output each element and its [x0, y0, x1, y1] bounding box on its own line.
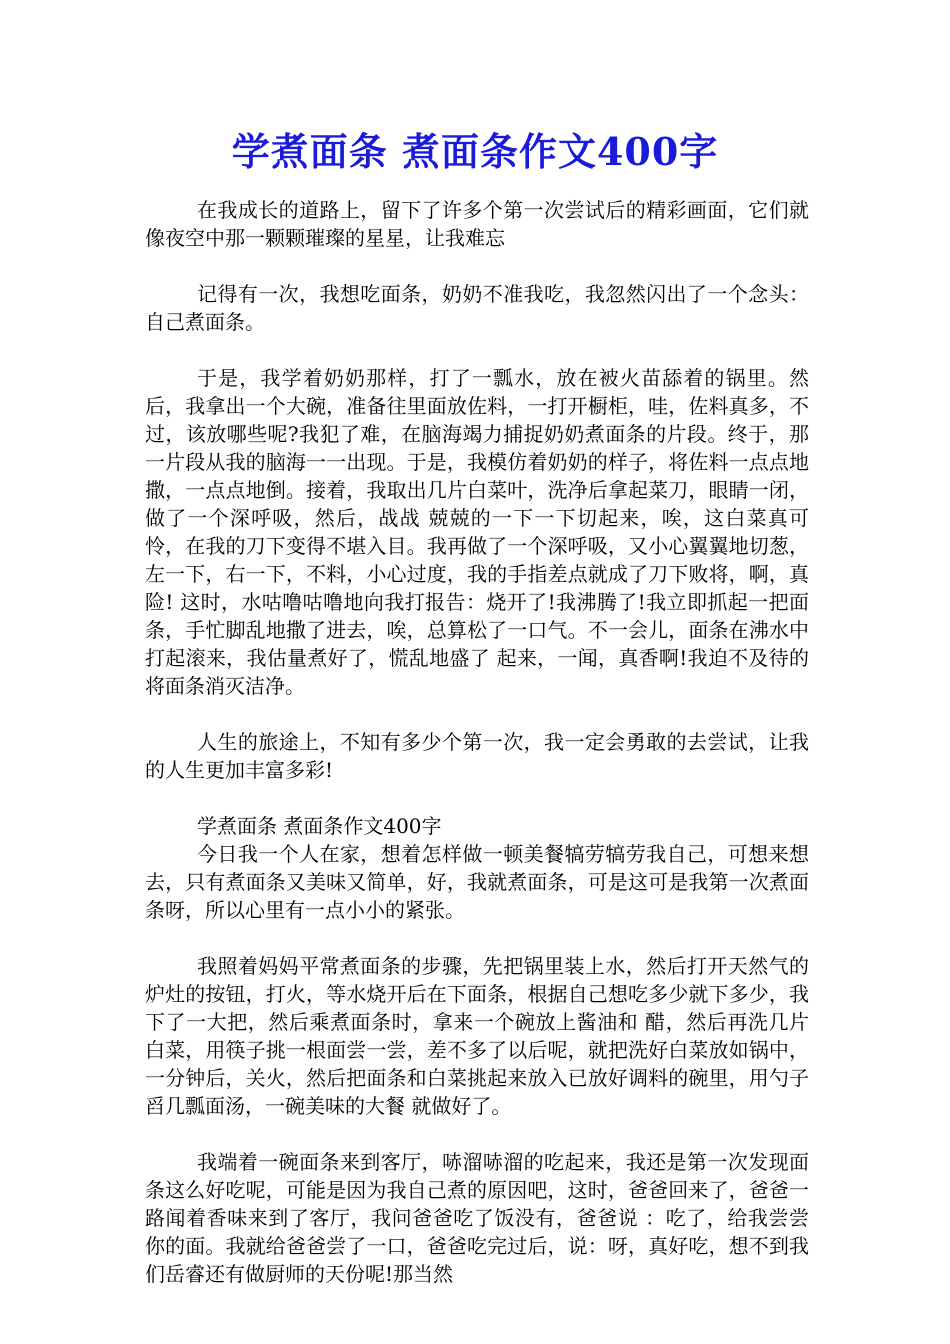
paragraph-idea: 记得有一次，我想吃面条，奶奶不准我吃，我忽然闪出了一个念头：自己煮面条。 — [145, 282, 809, 334]
paragraph-conclusion: 人生的旅途上，不知有多少个第一次，我一定会勇敢的去尝试，让我的人生更加丰富多彩! — [145, 730, 809, 782]
paragraph-cooking: 于是，我学着奶奶那样，打了一瓢水，放在被火苗舔着的锅里。然后，我拿出一个大碗，准备往里面放佐料，一打开橱柜，哇，佐料真多，不过，该放哪些呢?我犯了难，在脑海竭力捕捉奶奶煮面条的片段。终于，那一片段从我的脑海一一出现。于是，我模仿着奶奶的样子，将佐料一点点地撒，一点点地倒。接着，我取出几片白菜叶，洗净后拿起菜刀，眼睛一闭，做了一个深呼吸，然后，战战 兢兢的一下一下切起来，唉，这白菜真可怜，在我的刀下变得不堪入目。我再做了一个深呼吸，又小心翼翼地切葱，左一下，右一下，不料，小心过度，我的手指差点就成了刀下败将，啊，真险! 这时，水咕噜咕噜地向我打报告：烧开了!我沸腾了!我立即抓起一把面条，手忙脚乱地撒了进去，唉，总算松了一口气。不一会儿，面条在沸水中打起滚来，我估量煮好了，慌乱地盛了 起来，一闻，真香啊!我迫不及待的将面条消灭洁净。 — [145, 366, 809, 698]
paragraph-steps: 我照着妈妈平常煮面条的步骤，先把锅里装上水，然后打开天然气的炉灶的按钮，打火，等水烧开后在下面条，根据自己想吃多少就下多少，我下了一大把，然后乘煮面条时，拿来一个碗放上酱油和 醋，然后再洗几片白菜，用筷子挑一根面尝一尝，差不多了以后呢，就把洗好白菜放如锅中，一分钟后，关火，然后把面条和白菜挑起来放入已放好调料的碗里，用勺子舀几瓢面汤，一碗美味的大餐 就做好了。 — [145, 954, 809, 1118]
paragraph-intro: 在我成长的道路上，留下了许多个第一次尝试后的精彩画面，它们就像夜空中那一颗颗璀璨的星星，让我难忘 — [145, 198, 809, 250]
document-title: 学煮面条 煮面条作文400字 — [231, 129, 719, 174]
paragraph-alone-at-home: 今日我一个人在家，想着怎样做一顿美餐犒劳犒劳我自己，可想来想去，只有煮面条又美味又简单，好，我就煮面条，可是这可是我第一次煮面条呀，所以心里有一点小小的紧张。 — [145, 842, 809, 922]
paragraph-eating: 我端着一碗面条来到客厅，哧溜哧溜的吃起来，我还是第一次发现面条这么好吃呢，可能是因为我自己煮的原因吧，这时，爸爸回来了，爸爸一路闻着香味来到了客厅，我问爸爸吃了饭没有，爸爸说 ：吃了，给我尝尝你的面。我就给爸爸尝了一口，爸爸吃完过后，说：呀，真好吃，想不到我们岳睿还有做厨师的天份呢!那当然 — [145, 1150, 809, 1286]
document-body — [145, 196, 809, 1288]
paragraph-second-title: 学煮面条 煮面条作文400字 — [197, 814, 442, 838]
